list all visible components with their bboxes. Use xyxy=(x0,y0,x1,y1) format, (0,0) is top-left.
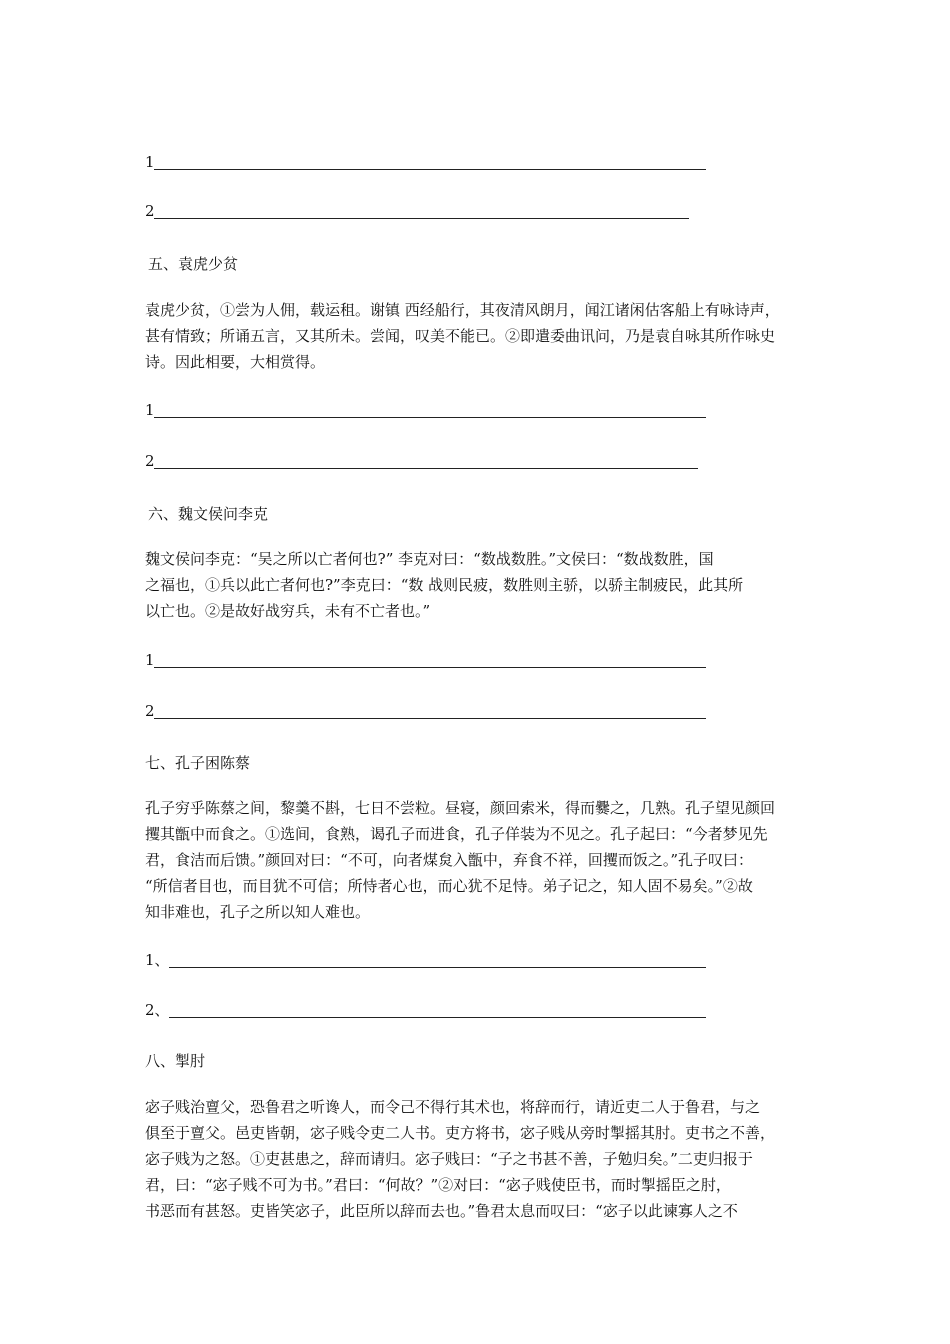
passage-line: 魏文侯问李克：“吴之所以亡者何也?” 李克对曰：“数战数胜。”文侯曰：“数战数胜，国 xyxy=(145,550,714,568)
answer-blank[interactable] xyxy=(154,218,689,219)
answer-number: 2 xyxy=(145,202,155,220)
passage-line: 书恶而有甚怒。吏皆笑宓子，此臣所以辞而去也。”鲁君太息而叹曰：“宓子以此谏寡人之不 xyxy=(145,1202,738,1220)
passage-line: 以亡也。②是故好战穷兵，未有不亡者也。” xyxy=(145,602,431,620)
answer-line-1[interactable] xyxy=(145,400,707,420)
answer-line-2[interactable] xyxy=(145,1000,707,1020)
answer-blank[interactable] xyxy=(154,468,698,469)
section-heading: 八、掣肘 xyxy=(145,1052,206,1070)
passage xyxy=(145,795,810,925)
answer-number: 1 xyxy=(145,651,155,669)
answer-number: 1 xyxy=(145,401,155,419)
passage-line: 甚有情致；所诵五言，又其所未。尝闻，叹美不能已。②即遣委曲讯问，乃是袁自咏其所作咏史 xyxy=(145,327,776,345)
passage-line: “所信者目也，而目犹不可信；所恃者心也，而心犹不足恃。弟子记之，知人固不易矣。”②故 xyxy=(145,877,753,895)
answer-line-2[interactable] xyxy=(145,701,707,721)
answer-number: 2 xyxy=(145,702,155,720)
answer-line-1[interactable] xyxy=(145,152,707,172)
passage-line: 诗。因此相要，大相赏得。 xyxy=(145,353,326,371)
passage-line: 攫其甑中而食之。①选间，食熟，谒孔子而进食，孔子佯装为不见之。孔子起曰：“今者梦见先 xyxy=(145,825,768,843)
answer-line-2[interactable] xyxy=(145,451,699,471)
answer-blank[interactable] xyxy=(154,718,706,719)
passage-line: 君，曰：“宓子贱不可为书。”君曰：“何故？”②对曰：“宓子贱使臣书，而时掣摇臣之肘， xyxy=(145,1176,731,1194)
answer-number: 2、 xyxy=(145,1001,170,1019)
passage-line: 君，食洁而后馈。”颜回对曰：“不可，向者煤炱入甑中，弃食不祥，回攫而饭之。”孔子叹曰： xyxy=(145,851,754,869)
answer-blank[interactable] xyxy=(169,1017,706,1018)
answer-number: 1 xyxy=(145,153,155,171)
answer-blank[interactable] xyxy=(169,967,706,968)
answer-line-1[interactable] xyxy=(145,950,707,970)
answer-line-1[interactable] xyxy=(145,650,707,670)
answer-blank[interactable] xyxy=(154,417,706,418)
section-heading: 六、魏文侯问李克 xyxy=(148,505,269,523)
passage-line: 孔子穷乎陈蔡之间，黎羹不斟，七日不尝粒。昼寝，颜回索米，得而爨之，几熟。孔子望见颜回 xyxy=(145,799,776,817)
answer-blank[interactable] xyxy=(154,169,706,170)
section-heading: 五、袁虎少贫 xyxy=(148,255,239,273)
passage xyxy=(145,297,810,375)
passage xyxy=(145,1094,810,1224)
answer-number: 2 xyxy=(145,452,155,470)
section-heading: 七、孔子困陈蔡 xyxy=(145,754,251,772)
passage-line: 俱至于亶父。邑吏皆朝，宓子贱令吏二人书。吏方将书，宓子贱从旁时掣摇其肘。吏书之不善， xyxy=(145,1124,776,1142)
passage-line: 宓子贱为之怒。①吏甚患之，辞而请归。宓子贱曰：“子之书甚不善，子勉归矣。”二吏归报于 xyxy=(145,1150,753,1168)
passage-line: 知非难也，孔子之所以知人难也。 xyxy=(145,903,371,921)
passage-line: 袁虎少贫，①尝为人佣，载运租。谢镇 西经船行，其夜清风朗月，闻江诸闲估客船上有咏诗声， xyxy=(145,301,780,319)
passage xyxy=(145,546,810,624)
answer-blank[interactable] xyxy=(154,667,706,668)
answer-number: 1、 xyxy=(145,951,170,969)
passage-line: 之福也，①兵以此亡者何也?”李克曰：“数 战则民疲，数胜则主骄，以骄主制疲民，此其所 xyxy=(145,576,744,594)
passage-line: 宓子贱治亶父，恐鲁君之听谗人，而令己不得行其术也，将辞而行，请近吏二人于鲁君，与之 xyxy=(145,1098,761,1116)
answer-line-2[interactable] xyxy=(145,201,690,221)
